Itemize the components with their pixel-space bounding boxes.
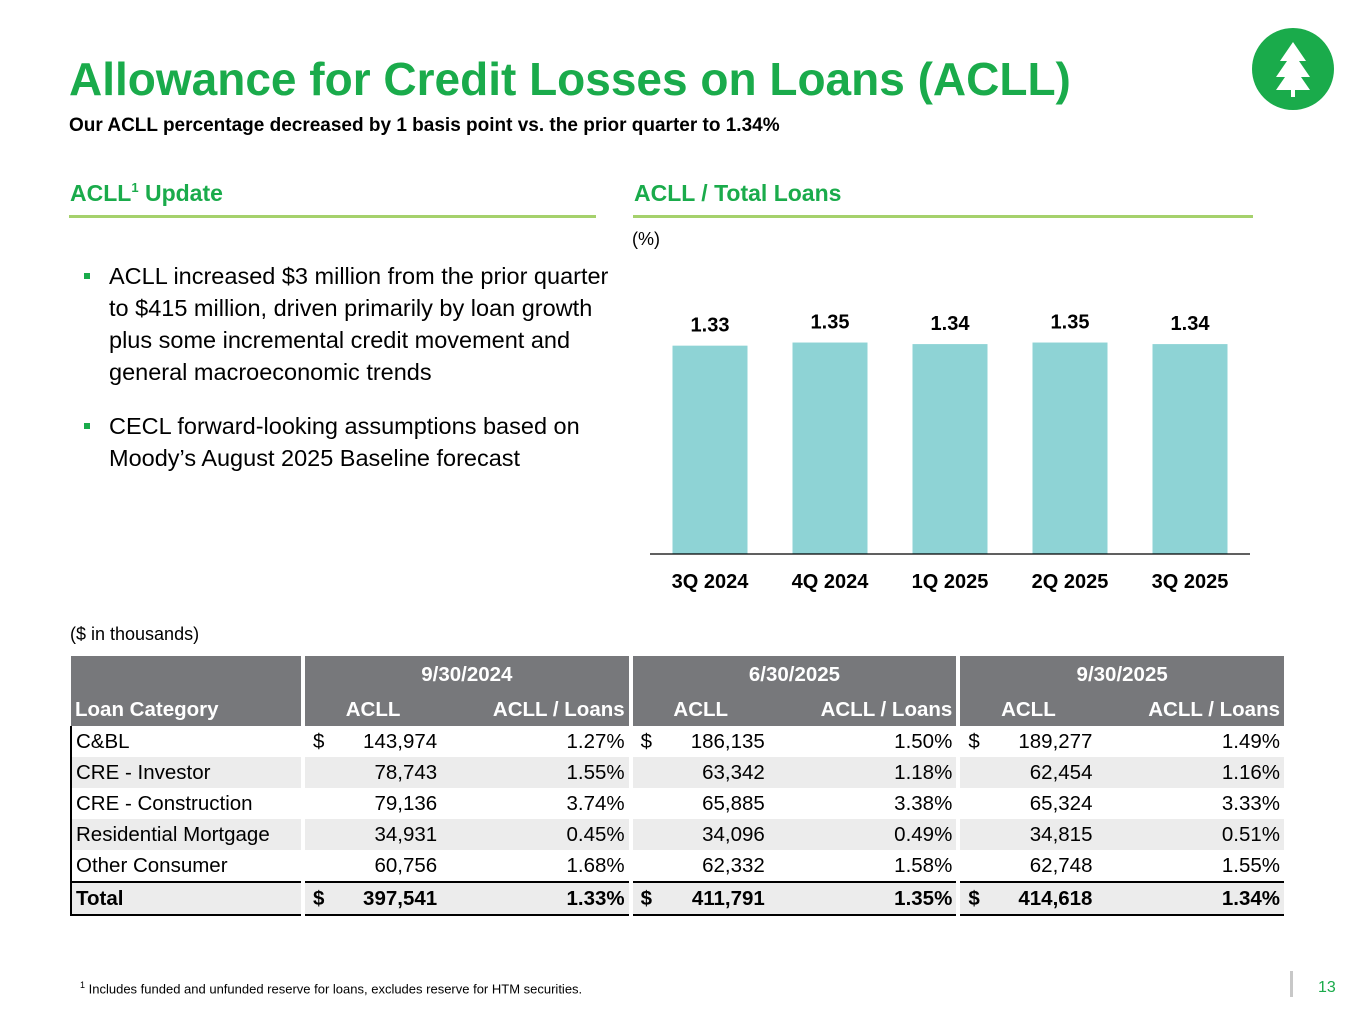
acll-value-cell: 63,342: [659, 757, 769, 788]
acll-ratio-cell: 1.49%: [1221, 729, 1280, 753]
acll-value-cell: 79,136: [374, 791, 438, 815]
acll-value-cell: 34,931: [331, 819, 441, 850]
acll-value-cell: 186,135: [690, 729, 765, 753]
dollar-sign-cell: [633, 757, 659, 788]
acll-ratio-cell: 0.45%: [441, 819, 629, 850]
table-unit-note: ($ in thousands): [70, 624, 200, 644]
acll-value-cell: 143,974: [363, 729, 438, 753]
dollar-sign-cell: [305, 788, 331, 819]
dollar-sign-cell: [633, 850, 659, 882]
acll-value-cell: 34,096: [659, 819, 769, 850]
bar-data-label: 1.34: [1170, 313, 1210, 336]
bar: [913, 344, 988, 554]
acll-ratio-cell: 1.27%: [566, 729, 625, 753]
page-subtitle: Our ACLL percentage decreased by 1 basis point vs. the prior quarter to 1.34%: [69, 115, 780, 136]
col-header-acll: ACLL: [960, 694, 1096, 726]
acll-value-cell: 34,815: [986, 819, 1096, 850]
col-header-ratio: ACLL / Loans: [769, 694, 957, 726]
x-tick-label: 3Q 2024: [671, 571, 749, 593]
acll-value-cell: 397,541: [331, 882, 441, 915]
table-row: [71, 788, 1284, 819]
bullet-icon: [84, 273, 90, 279]
dollar-sign-cell: $: [313, 729, 325, 753]
dollar-sign-cell: $: [305, 882, 331, 915]
acll-table: [70, 656, 1284, 916]
dollar-sign-cell: $: [640, 729, 653, 753]
acll-ratio-cell: 1.55%: [441, 757, 629, 788]
chart-heading: ACLL / Total Loans: [634, 180, 842, 206]
page-title: Allowance for Credit Losses on Loans (ACLL): [69, 53, 1071, 105]
bullet-list: [82, 260, 612, 496]
acll-value-cell: 189,277: [1018, 729, 1093, 753]
dollar-sign-cell: $: [960, 882, 986, 915]
dollar-sign-cell: [960, 788, 986, 819]
acll-ratio-cell: 1.35%: [769, 882, 957, 915]
acll-value-cell: 414,618: [986, 882, 1096, 915]
acll-value-cell: 60,756: [374, 853, 438, 877]
chart-unit-label: (%): [632, 229, 660, 249]
acll-ratio-cell: 0.51%: [1096, 819, 1284, 850]
x-tick-label: 4Q 2024: [791, 571, 869, 593]
bar-data-label: 1.33: [690, 314, 730, 337]
table-row: [71, 757, 1284, 788]
acll-ratio-cell: 0.49%: [769, 819, 957, 850]
table-row: [71, 819, 1284, 850]
period-header: 9/30/2024: [305, 656, 629, 694]
bar: [1033, 343, 1108, 554]
section-rule: [633, 215, 1253, 218]
header-blank: [71, 656, 301, 694]
dollar-sign-cell: [305, 819, 331, 850]
bullet-item: ACLL increased $3 million from the prior quarter to $415 million, driven primarily by loan growth plus some incremental credit movement and general macroeconomic trends: [82, 260, 612, 388]
acll-ratio-cell: 1.68%: [566, 853, 625, 877]
x-tick-label: 3Q 2025: [1151, 571, 1229, 593]
period-header: 9/30/2025: [960, 656, 1284, 694]
loan-category-cell: Other Consumer: [71, 850, 301, 882]
col-header-category: Loan Category: [71, 694, 301, 726]
loan-category-cell: Residential Mortgage: [71, 819, 301, 850]
table-row: [71, 726, 1284, 757]
acll-ratio-cell: 3.74%: [566, 791, 625, 815]
acll-value-cell: 411,791: [659, 882, 769, 915]
dollar-sign-cell: [305, 757, 331, 788]
x-tick-label: 1Q 2025: [911, 571, 989, 593]
bullet-item: CECL forward-looking assumptions based on Moody’s August 2025 Baseline forecast: [82, 410, 612, 474]
acll-ratio-cell: 1.58%: [894, 853, 953, 877]
footnote: $^1$ Includes funded and unfunded reserve for loans, excludes reserve for HTM securities.: [80, 980, 583, 997]
acll-ratio-cell: 1.55%: [1221, 853, 1280, 877]
acll-value-cell: 62,454: [986, 757, 1096, 788]
tree-icon: [1252, 28, 1334, 110]
acll-value-cell: 65,885: [702, 791, 765, 815]
dollar-sign-cell: [305, 850, 331, 882]
x-tick-label: 2Q 2025: [1031, 571, 1109, 593]
loan-category-cell: CRE - Investor: [71, 757, 301, 788]
dollar-sign-cell: [960, 757, 986, 788]
acll-ratio-cell: 3.38%: [894, 791, 953, 815]
acll-value-cell: 65,324: [1029, 791, 1093, 815]
dollar-sign-cell: [633, 788, 659, 819]
col-header-acll: ACLL: [633, 694, 769, 726]
acll-update-heading: ACLL$^1$ Update: [70, 180, 223, 206]
bar: [673, 346, 748, 554]
acll-ratio-cell: 1.18%: [769, 757, 957, 788]
col-header-ratio: ACLL / Loans: [441, 694, 629, 726]
dollar-sign-cell: [960, 850, 986, 882]
acll-value-cell: 78,743: [331, 757, 441, 788]
table-row: [71, 850, 1284, 882]
acll-ratio-cell: 1.50%: [894, 729, 953, 753]
acll-ratio-cell: 1.33%: [441, 882, 629, 915]
acll-value-cell: 62,332: [702, 853, 765, 877]
footnote-marker: 1: [131, 180, 139, 195]
loan-category-cell: CRE - Construction: [71, 788, 301, 819]
dollar-sign-cell: [633, 819, 659, 850]
dollar-sign-cell: $: [633, 882, 659, 915]
loan-category-cell: C&BL: [71, 726, 301, 757]
col-header-ratio: ACLL / Loans: [1096, 694, 1284, 726]
col-header-acll: ACLL: [305, 694, 441, 726]
page-number: 13: [1318, 979, 1336, 996]
acll-bar-chart: [630, 311, 1260, 605]
table-row: [71, 882, 1284, 915]
acll-ratio-cell: 1.34%: [1096, 882, 1284, 915]
dollar-sign-cell: [960, 819, 986, 850]
acll-ratio-cell: 3.33%: [1221, 791, 1280, 815]
bar: [1153, 344, 1228, 554]
bar: [793, 343, 868, 554]
loan-category-cell: Total: [71, 882, 301, 915]
dollar-sign-cell: $: [968, 729, 980, 753]
acll-value-cell: 62,748: [1029, 853, 1093, 877]
bar-data-label: 1.35: [1050, 311, 1090, 334]
section-rule: [69, 215, 596, 218]
acll-ratio-cell: 1.16%: [1096, 757, 1284, 788]
bar-data-label: 1.35: [810, 311, 850, 334]
bar-data-label: 1.34: [930, 313, 970, 336]
bullet-icon: [84, 423, 90, 429]
page-divider: [1290, 971, 1293, 997]
period-header: 6/30/2025: [633, 656, 957, 694]
